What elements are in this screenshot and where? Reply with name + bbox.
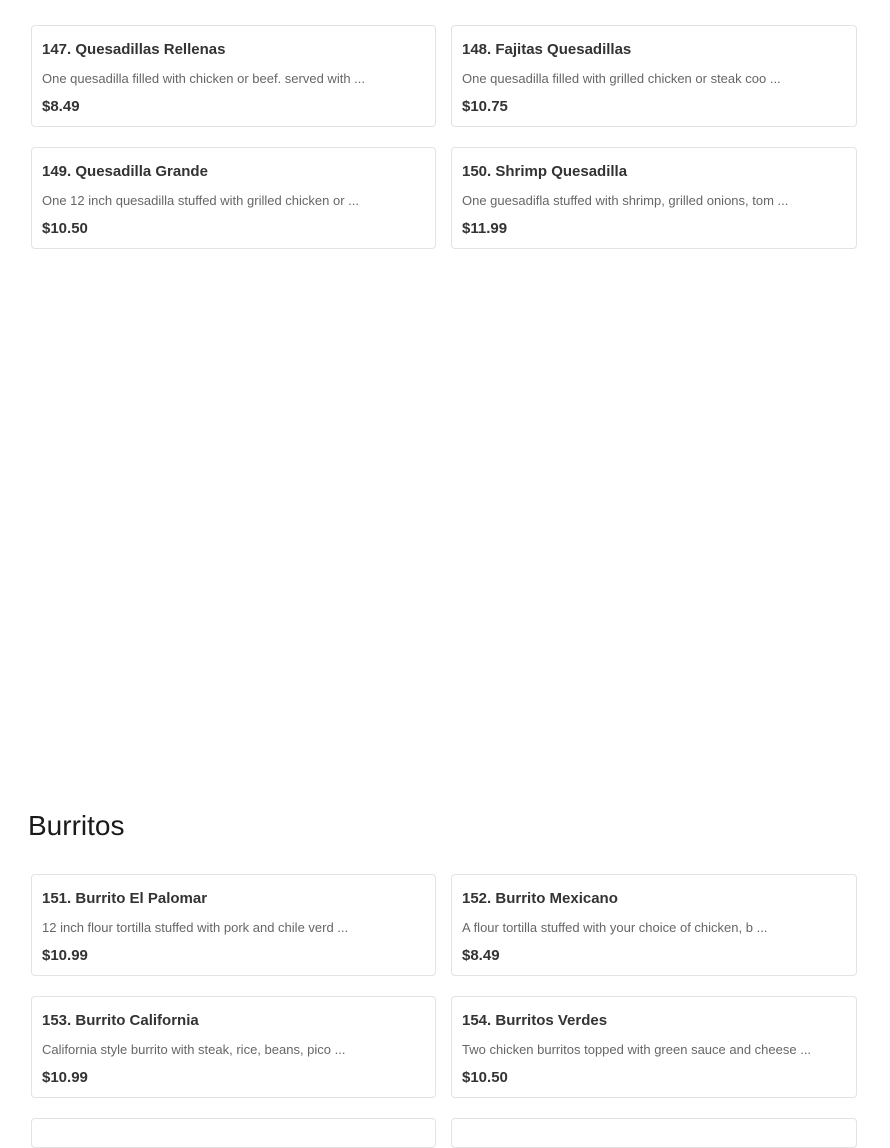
menu-item-description: A flour tortilla stuffed with your choice of chicken, b ... — [462, 920, 768, 935]
menu-item-title: 151. Burrito El Palomar — [42, 890, 208, 907]
menu-item-description: One quesadilla filled with chicken or beef. served with ... — [42, 71, 366, 86]
menu-item-card[interactable] — [31, 25, 436, 127]
section-heading-burritos: Burritos — [28, 810, 125, 841]
menu-item-card[interactable] — [451, 147, 857, 249]
menu-item-description: California style burrito with steak, rice, beans, pico ... — [42, 1042, 346, 1057]
menu-item-card-partial[interactable] — [31, 1118, 436, 1148]
menu-item-description: 12 inch flour tortilla stuffed with pork and chile verd ... — [42, 920, 349, 935]
menu-item-title: 153. Burrito California — [42, 1012, 199, 1029]
menu-item-card[interactable] — [31, 996, 436, 1098]
menu-item-card[interactable] — [451, 25, 857, 127]
quesadillas-menu-grid — [31, 25, 857, 249]
menu-item-description: One quesadilla filled with grilled chicken or steak coo ... — [462, 71, 781, 86]
menu-item-price: $10.50 — [42, 220, 88, 237]
menu-item-title: 150. Shrimp Quesadilla — [462, 163, 628, 180]
menu-item-title: 147. Quesadillas Rellenas — [42, 41, 226, 58]
menu-item-card[interactable] — [31, 874, 436, 976]
menu-item-description: One 12 inch quesadilla stuffed with grilled chicken or ... — [42, 193, 359, 208]
menu-item-price: $10.99 — [42, 947, 88, 964]
menu-item-title: 148. Fajitas Quesadillas — [462, 41, 632, 58]
menu-item-price: $10.75 — [462, 98, 508, 115]
menu-item-card[interactable] — [451, 996, 857, 1098]
menu-item-card[interactable] — [31, 147, 436, 249]
menu-item-card-partial[interactable] — [451, 1118, 857, 1148]
menu-item-title: 154. Burritos Verdes — [462, 1012, 608, 1029]
menu-item-price: $10.99 — [42, 1069, 88, 1086]
menu-item-card[interactable] — [451, 874, 857, 976]
menu-item-description: One guesadifla stuffed with shrimp, grilled onions, tom ... — [462, 193, 789, 208]
menu-item-price: $10.50 — [462, 1069, 508, 1086]
menu-item-title: 149. Quesadilla Grande — [42, 163, 208, 180]
menu-item-description: Two chicken burritos topped with green sauce and cheese ... — [462, 1042, 812, 1057]
menu-item-title: 152. Burrito Mexicano — [462, 890, 618, 907]
menu-item-price: $8.49 — [42, 98, 80, 115]
burritos-menu-grid — [31, 874, 857, 1098]
menu-item-price: $8.49 — [462, 947, 500, 964]
menu-item-price: $11.99 — [462, 220, 508, 237]
